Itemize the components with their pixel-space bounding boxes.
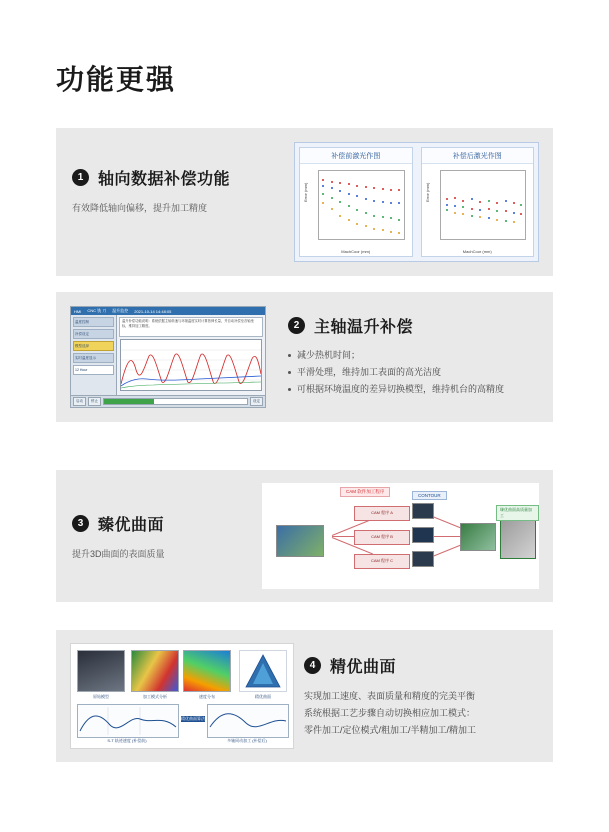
curve-before-box <box>77 704 179 738</box>
section-3-subtext: 提升3D曲面的表面质量 <box>72 549 165 559</box>
curve-left-caption: S-T 轨迹速度 (补偿前) <box>107 738 147 743</box>
hmi-button-stop[interactable]: 停止 <box>88 397 101 406</box>
section-2-heading <box>288 314 540 337</box>
section-card-2 <box>56 292 553 422</box>
spindle-hmi-screenshot <box>70 306 266 408</box>
cam-right-label: 臻优曲面高质量加工 <box>496 505 539 521</box>
section-3-heading <box>72 512 252 535</box>
section-1-title: 轴向数据补偿功能 <box>98 171 231 188</box>
cam-program-box-1: CAM 程序 B <box>354 530 410 545</box>
hmi-button-start[interactable]: 启动 <box>73 397 86 406</box>
hmi-titlebar-item-1: CNC 铣 刀 <box>87 308 107 313</box>
sim-caption-1: 加工模式分析 <box>143 694 167 699</box>
hmi-titlebar-item-3: 2021-10-14 14:48:05 <box>134 308 172 314</box>
hmi-titlebar-item-0: HMI <box>74 308 82 314</box>
hmi-left-panel <box>71 315 117 395</box>
sim-contour-image <box>239 650 287 692</box>
cam-monitor-thumb-1 <box>412 527 434 543</box>
hmi-left-block-2[interactable]: 模型选择 <box>73 341 114 351</box>
section-2-title: 主轴温升补偿 <box>314 319 414 336</box>
sim-caption-3: 精优曲面 <box>255 694 271 699</box>
hmi-temperature-chart <box>120 339 262 391</box>
sim-speed-map-image <box>183 650 231 692</box>
section-card-1 <box>56 128 553 276</box>
cam-program-box-0: CAM 程序 A <box>354 506 410 521</box>
hmi-left-block-0[interactable]: 温度控制 <box>73 317 114 327</box>
hmi-body <box>71 315 265 395</box>
plot-before-area <box>304 167 408 254</box>
hmi-progress-bar <box>103 398 248 405</box>
section-1-subtext: 有效降低轴向偏移，提升加工精度 <box>72 203 208 213</box>
plot-before-ylabel: Error (mm) <box>303 182 308 202</box>
section-4-text <box>304 654 544 739</box>
hmi-right-panel <box>117 315 265 395</box>
hmi-bottom-bar <box>71 395 265 407</box>
plot-after-compensation <box>421 147 535 257</box>
section-2-bullet-0: 减少热机时间； <box>288 347 540 364</box>
cam-flow-figure <box>262 483 539 589</box>
section-4-number: 4 <box>304 657 321 674</box>
section-4-lines <box>304 688 544 739</box>
sim-caption-2: 速度分布 <box>199 694 215 699</box>
section-1-number: 1 <box>72 169 89 186</box>
section-4-title: 精优曲面 <box>330 659 397 676</box>
section-card-3 <box>56 470 553 602</box>
cam-workpiece-thumb <box>276 525 324 557</box>
section-3-title: 臻优曲面 <box>98 517 165 534</box>
cam-program-box-2: CAM 程序 C <box>354 554 410 569</box>
cam-result-thumb <box>460 523 496 551</box>
curve-before-svg <box>78 705 178 737</box>
curve-right-caption: 多轴同动加工 (补偿后) <box>227 738 267 743</box>
plot-after-ylabel: Error (mm) <box>424 182 430 202</box>
hmi-left-block-1[interactable]: 补偿设定 <box>73 329 114 339</box>
section-4-line-0: 实现加工速度、表面质量和精度的完美平衡 <box>304 691 476 701</box>
cam-center-label: CONTOUR <box>412 491 447 500</box>
sim-caption-0: 原始模型 <box>93 694 109 699</box>
plot-before-canvas <box>318 170 405 240</box>
sim-model-image <box>77 650 125 692</box>
hmi-button-setting[interactable]: 设定 <box>250 397 263 406</box>
cam-flow-header: CAM 软件加工程序 <box>340 487 390 497</box>
plot-after-canvas <box>440 170 527 240</box>
plot-before-compensation <box>299 147 413 257</box>
hmi-note-text: 温升补偿功能说明：系统依据主轴转速与环境温度实时计算热伸长量，并自动补偿至各轴坐标，维持加工精度。 <box>119 317 263 337</box>
section-4-heading <box>304 654 544 677</box>
curve-after-box <box>207 704 289 738</box>
cam-monitor-thumb-2 <box>412 551 434 567</box>
hmi-titlebar-item-2: 温升监控 <box>112 308 129 313</box>
sim-contour-svg <box>240 651 286 691</box>
plot-after-area <box>426 167 530 254</box>
section-card-4 <box>56 630 553 762</box>
section-4-line-1: 系统根据工艺步骤自动切换相应加工模式： <box>304 708 476 718</box>
section-2-number: 2 <box>288 317 305 334</box>
hmi-left-block-4[interactable]: 12 Hour <box>73 365 114 375</box>
hmi-titlebar <box>71 307 265 315</box>
section-2-bullets <box>288 347 540 398</box>
section-2-bullet-2: 可根据环境温度的差异切换模型，维持机台的高精度 <box>288 381 540 398</box>
hmi-left-block-3: 实时温度显示 <box>73 353 114 363</box>
section-4-line-2: 零件加工/定位模式/粗加工/半精加工/精加工 <box>304 725 477 735</box>
cam-monitor-thumb-0 <box>412 503 434 519</box>
section-3-number: 3 <box>72 515 89 532</box>
contour-algorithm-arrow: 精优曲面算法 CONTOUR <box>181 716 205 727</box>
axial-compensation-figure <box>294 142 539 262</box>
section-2-bullet-1: 平滑处理，维持加工表面的高光洁度 <box>288 364 540 381</box>
curve-after-svg <box>208 705 288 737</box>
plot-after-xlabel: MachCoor (mm) <box>462 249 492 254</box>
section-3-text <box>72 512 252 562</box>
section-1-text <box>72 166 286 216</box>
plot-before-caption: 补偿前激光作图 <box>300 148 412 164</box>
sim-mode-analysis-image <box>131 650 179 692</box>
hmi-chart-svg <box>121 340 261 390</box>
plot-after-caption: 补偿后激光作图 <box>422 148 534 164</box>
cam-surface-preview <box>500 517 536 559</box>
contour-simulation-figure <box>70 643 294 749</box>
section-1-heading <box>72 166 286 189</box>
section-2-text <box>288 314 540 398</box>
plot-before-xlabel: MachCoor (mm) <box>341 249 371 254</box>
page-title: 功能更强 <box>56 64 177 95</box>
